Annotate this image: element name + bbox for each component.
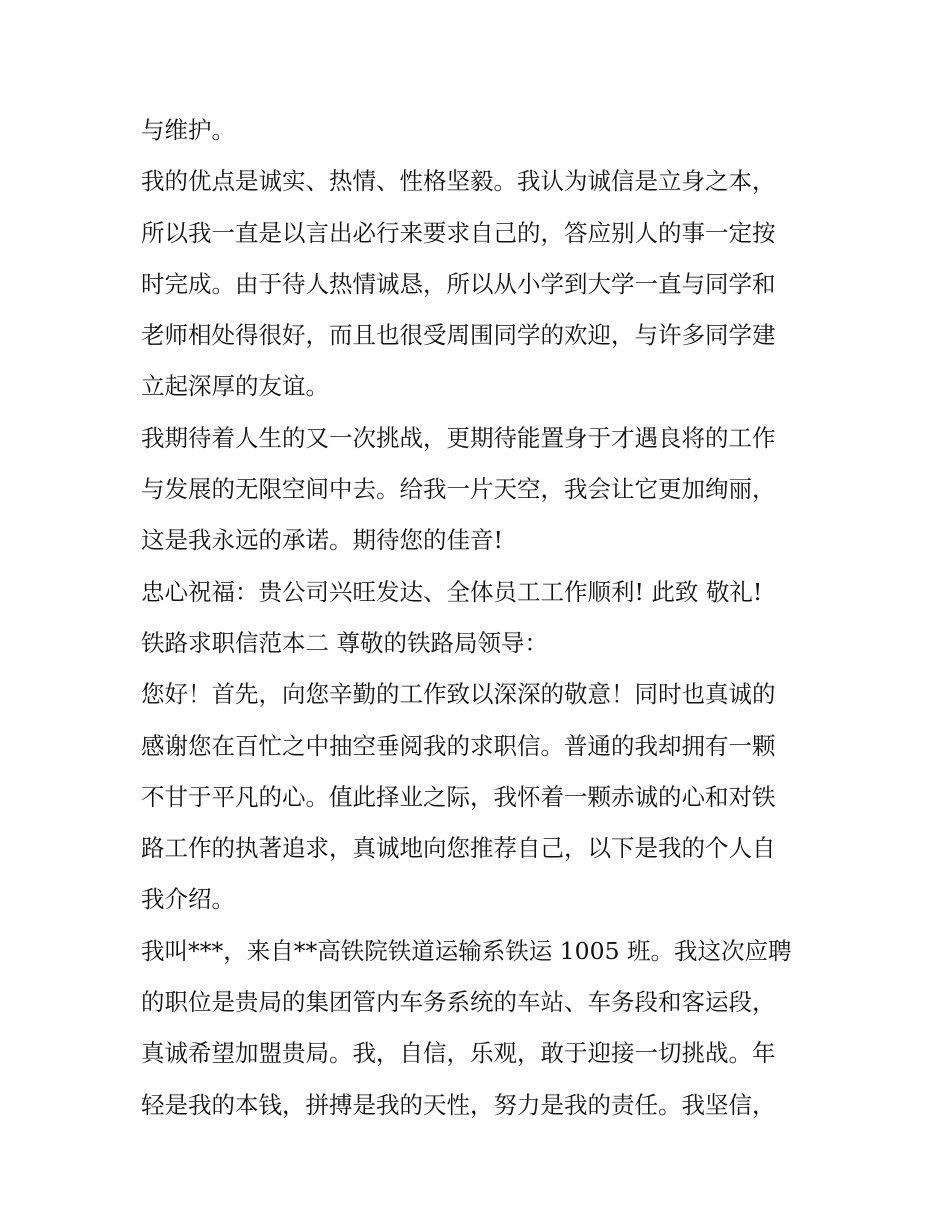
text-line: 与维护。: [141, 116, 235, 144]
text-line: 所以我一直是以言出必行来要求自己的，答应别人的事一定按: [141, 218, 776, 247]
section-heading: 铁路求职信范本二 尊敬的铁路局领导：: [141, 628, 548, 657]
text-line: 时完成。由于待人热情诚恳，所以从小学到大学一直与同学和: [141, 269, 776, 298]
text-line: 我介绍。: [141, 885, 235, 914]
document-body: [141, 105, 821, 1131]
text-line: 老师相处得很好，而且也很受周围同学的欢迎，与许多同学建: [141, 321, 776, 350]
text-line: 感谢您在百忙之中抽空垂阅我的求职信。普通的我却拥有一颗: [141, 731, 776, 760]
text-line: 我叫***，来自**高铁院铁道运输系铁运 1005 班。我这次应聘: [141, 936, 792, 965]
text-line: 不甘于平凡的心。值此择业之际，我怀着一颗赤诚的心和对铁: [141, 782, 776, 811]
text-line: 这是我永远的承诺。期待您的佳音!: [141, 526, 503, 555]
text-line: 忠心祝福：贵公司兴旺发达、全体员工工作顺利! 此致 敬礼!: [141, 577, 763, 606]
text-line: 与发展的无限空间中去。给我一片天空，我会让它更加绚丽，: [141, 475, 776, 504]
text-line: 我期待着人生的又一次挑战，更期待能置身于才遇良将的工作: [141, 423, 776, 452]
text-line: 轻是我的本钱，拼搏是我的天性，努力是我的责任。我坚信，: [141, 1090, 776, 1119]
text-line: 真诚希望加盟贵局。我，自信，乐观，敢于迎接一切挑战。年: [141, 1039, 776, 1068]
text-line: 的职位是贵局的集团管内车务系统的车站、车务段和客运段，: [141, 988, 776, 1017]
text-line: 您好！首先，向您辛勤的工作致以深深的敬意！同时也真诚的: [141, 680, 776, 709]
text-line: 立起深厚的友谊。: [141, 372, 329, 401]
text-line: 我的优点是诚实、热情、性格坚毅。我认为诚信是立身之本，: [141, 167, 776, 196]
text-line: 路工作的执著追求，真诚地向您推荐自己，以下是我的个人自: [141, 834, 776, 863]
